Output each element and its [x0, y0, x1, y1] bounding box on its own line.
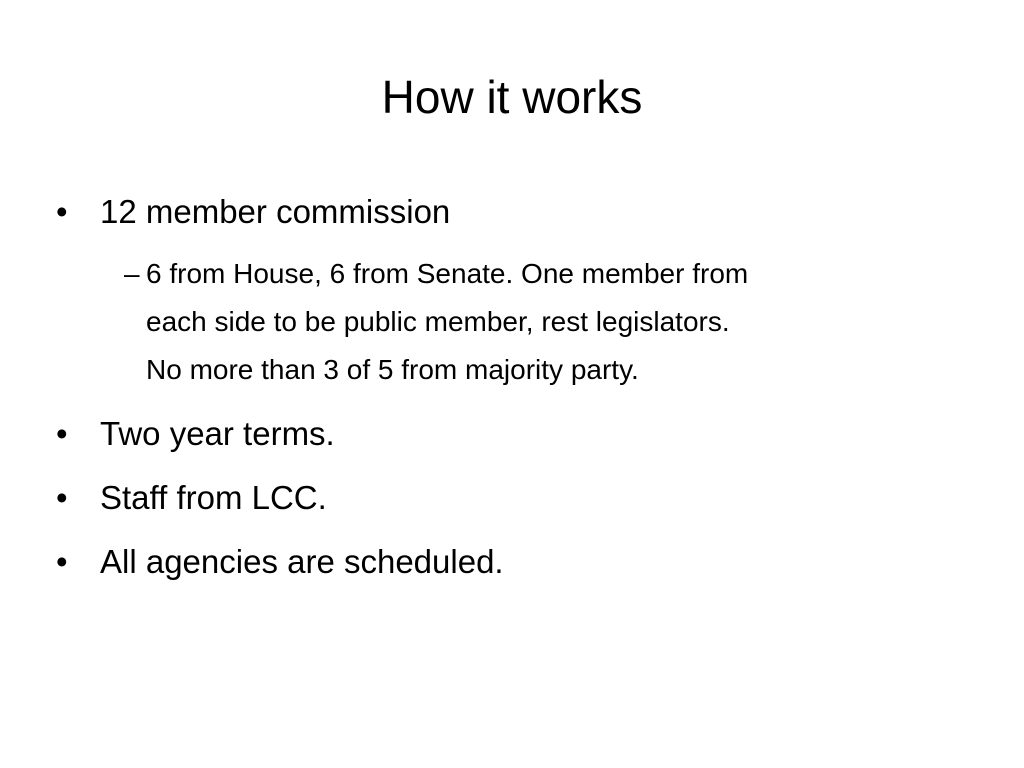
bullet-item [56, 478, 327, 518]
bullet-text: Two year terms. [100, 415, 335, 452]
sub-bullet-line: 6 from House, 6 from Senate. One member from [146, 258, 749, 289]
slide-title: How it works [381, 71, 643, 123]
bullet-text: Staff from LCC. [100, 479, 327, 516]
bullet-item [56, 414, 335, 454]
bullet-item [56, 192, 451, 232]
bullet-text: All agencies are scheduled. [100, 543, 504, 580]
bullet-marker: • [56, 479, 68, 516]
sub-bullet-item [124, 250, 976, 394]
bullet-marker: • [56, 415, 68, 452]
bullet-marker: • [56, 543, 68, 580]
bullet-marker: • [56, 193, 68, 230]
bullet-item [56, 542, 504, 582]
sub-bullet-line: No more than 3 of 5 from majority party. [146, 354, 639, 385]
sub-bullet-marker: – [124, 258, 140, 289]
bullet-text: 12 member commission [100, 193, 451, 230]
sub-bullet-line: each side to be public member, rest legislators. [146, 306, 730, 337]
